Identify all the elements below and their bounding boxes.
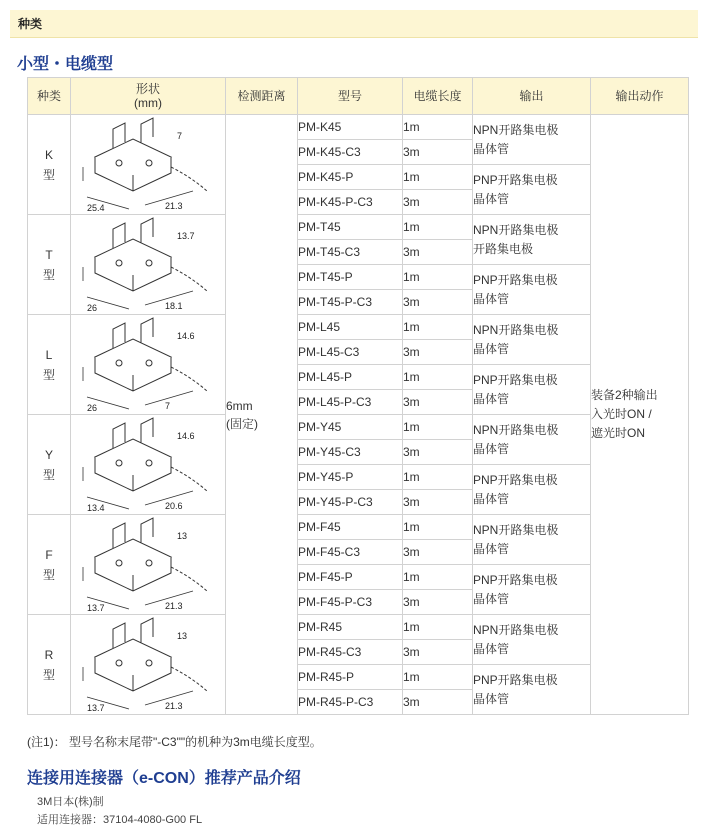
cable-length-cell: 1m xyxy=(403,515,473,540)
model-cell: PM-F45-P xyxy=(298,565,403,590)
model-cell: PM-T45 xyxy=(298,215,403,240)
output-action-cell xyxy=(591,115,689,715)
table-header-row xyxy=(28,78,689,115)
output-line2: 晶体管 xyxy=(473,691,510,706)
table-row xyxy=(28,415,689,440)
distance-value: 6mm xyxy=(226,398,253,413)
output-line2: 晶体管 xyxy=(473,291,510,306)
type-letter: T xyxy=(45,247,53,262)
output-cell xyxy=(473,215,591,265)
model-cell: PM-L45-C3 xyxy=(298,340,403,365)
output-line2: 晶体管 xyxy=(473,141,510,156)
type-suffix: 型 xyxy=(42,367,55,382)
sensor-drawing xyxy=(73,617,223,713)
output-line2: 晶体管 xyxy=(473,491,510,506)
cable-length-cell: 3m xyxy=(403,290,473,315)
section-header: 种类 xyxy=(10,10,698,38)
model-cell: PM-K45-P xyxy=(298,165,403,190)
type-cell xyxy=(28,615,71,715)
cable-length-cell: 1m xyxy=(403,315,473,340)
output-line2: 晶体管 xyxy=(473,641,510,656)
output-line2: 晶体管 xyxy=(473,341,510,356)
output-line1: NPN开路集电极 xyxy=(473,122,559,137)
model-cell: PM-F45-C3 xyxy=(298,540,403,565)
output-line1: NPN开路集电极 xyxy=(473,522,559,537)
cable-length-cell: 1m xyxy=(403,565,473,590)
sensor-drawing xyxy=(73,317,223,413)
output-line2: 晶体管 xyxy=(473,591,510,606)
dim-label-1: 14.6 xyxy=(177,330,195,341)
cable-length-cell: 1m xyxy=(403,365,473,390)
dim-label-3: 7 xyxy=(165,400,171,411)
model-cell: PM-T45-P xyxy=(298,265,403,290)
dim-label-3: 20.6 xyxy=(165,500,183,511)
model-cell: PM-F45 xyxy=(298,515,403,540)
cable-length-cell: 1m xyxy=(403,115,473,140)
type-suffix: 型 xyxy=(42,467,55,482)
output-line1: PNP开路集电极 xyxy=(473,672,558,687)
output-cell xyxy=(473,515,591,565)
output-line1: PNP开路集电极 xyxy=(473,572,558,587)
cable-length-cell: 1m xyxy=(403,215,473,240)
model-cell: PM-R45-P-C3 xyxy=(298,690,403,715)
output-cell xyxy=(473,415,591,465)
model-cell: PM-K45 xyxy=(298,115,403,140)
model-cell: PM-L45-P-C3 xyxy=(298,390,403,415)
table-row xyxy=(28,115,689,140)
dim-label-2: 26 xyxy=(87,302,98,313)
model-cell: PM-R45-C3 xyxy=(298,640,403,665)
shape-cell xyxy=(71,215,226,315)
dim-label-1: 13 xyxy=(177,530,188,541)
model-cell: PM-L45-P xyxy=(298,365,403,390)
shape-cell xyxy=(71,615,226,715)
shape-cell xyxy=(71,115,226,215)
type-cell xyxy=(28,315,71,415)
dim-label-1: 13.7 xyxy=(177,230,195,241)
header-shape-line2: (mm) xyxy=(134,96,162,110)
cable-length-cell: 1m xyxy=(403,415,473,440)
type-cell xyxy=(28,115,71,215)
sensor-drawing xyxy=(73,517,223,613)
action-line3: 遮光时ON xyxy=(591,426,646,440)
cable-length-cell: 1m xyxy=(403,165,473,190)
dim-label-2: 26 xyxy=(87,402,98,413)
shape-cell xyxy=(71,515,226,615)
output-line1: PNP开路集电极 xyxy=(473,372,558,387)
subtitle: 小型・电缆型 xyxy=(17,56,114,73)
output-line1: PNP开路集电极 xyxy=(473,272,558,287)
output-cell xyxy=(473,265,591,315)
output-line1: PNP开路集电极 xyxy=(473,472,558,487)
cable-length-cell: 3m xyxy=(403,390,473,415)
table-row xyxy=(28,515,689,540)
output-cell xyxy=(473,565,591,615)
header-shape xyxy=(71,78,226,115)
model-cell: PM-Y45 xyxy=(298,415,403,440)
model-cell: PM-Y45-P-C3 xyxy=(298,490,403,515)
output-cell xyxy=(473,315,591,365)
dim-label-3: 21.3 xyxy=(165,600,183,611)
dim-label-2: 25.4 xyxy=(87,202,105,213)
output-line2: 晶体管 xyxy=(473,391,510,406)
output-line2: 晶体管 xyxy=(473,441,510,456)
cable-length-cell: 3m xyxy=(403,490,473,515)
dim-label-2: 13.7 xyxy=(87,602,105,613)
shape-cell xyxy=(71,415,226,515)
header-model: 型号 xyxy=(298,78,403,115)
type-cell xyxy=(28,415,71,515)
type-cell xyxy=(28,215,71,315)
output-cell xyxy=(473,665,591,715)
header-kind: 种类 xyxy=(28,78,71,115)
type-letter: L xyxy=(45,347,53,362)
action-line1: 装备2种输出 xyxy=(591,388,658,402)
cable-length-cell: 3m xyxy=(403,190,473,215)
output-line2: 开路集电极 xyxy=(473,241,534,256)
connector-text: 适用连接器：37104-4080-G00 FL xyxy=(37,814,203,826)
model-cell: PM-K45-P-C3 xyxy=(298,190,403,215)
table-row xyxy=(28,315,689,340)
output-cell xyxy=(473,465,591,515)
maker-text: 3M日本(株)制 xyxy=(37,796,104,808)
dim-label-1: 14.6 xyxy=(177,430,195,441)
output-line1: NPN开路集电极 xyxy=(473,322,559,337)
model-cell: PM-R45 xyxy=(298,615,403,640)
output-cell xyxy=(473,365,591,415)
distance-note: (固定) xyxy=(226,416,258,431)
cable-length-cell: 3m xyxy=(403,440,473,465)
model-cell: PM-F45-P-C3 xyxy=(298,590,403,615)
dim-label-2: 13.4 xyxy=(87,502,105,513)
sensor-drawing xyxy=(73,217,223,313)
header-cable: 电缆长度 xyxy=(403,78,473,115)
model-cell: PM-R45-P xyxy=(298,665,403,690)
output-cell xyxy=(473,165,591,215)
output-line1: NPN开路集电极 xyxy=(473,222,559,237)
footnote: (注1)： 型号名称末尾带"-C3""的机种为3m电缆长度型。 xyxy=(27,735,322,749)
model-cell: PM-T45-P-C3 xyxy=(298,290,403,315)
model-cell: PM-T45-C3 xyxy=(298,240,403,265)
header-distance: 检测距离 xyxy=(226,78,298,115)
cable-length-cell: 3m xyxy=(403,690,473,715)
type-letter: Y xyxy=(44,447,53,462)
cable-length-cell: 3m xyxy=(403,240,473,265)
cable-length-cell: 3m xyxy=(403,140,473,165)
type-letter: R xyxy=(44,647,54,662)
shape-cell xyxy=(71,315,226,415)
output-line1: NPN开路集电极 xyxy=(473,422,559,437)
dim-label-1: 13 xyxy=(177,630,188,641)
cable-length-cell: 1m xyxy=(403,615,473,640)
cable-length-cell: 1m xyxy=(403,265,473,290)
type-suffix: 型 xyxy=(42,667,55,682)
output-line1: NPN开路集电极 xyxy=(473,622,559,637)
dim-label-3: 18.1 xyxy=(165,300,183,311)
header-action: 输出动作 xyxy=(591,78,689,115)
cable-length-cell: 1m xyxy=(403,465,473,490)
model-cell: PM-K45-C3 xyxy=(298,140,403,165)
cable-length-cell: 3m xyxy=(403,540,473,565)
type-letter: K xyxy=(44,147,53,162)
type-cell xyxy=(28,515,71,615)
dim-label-3: 21.3 xyxy=(165,700,183,711)
model-cell: PM-Y45-C3 xyxy=(298,440,403,465)
dim-label-3: 21.3 xyxy=(165,200,183,211)
type-suffix: 型 xyxy=(42,167,55,182)
distance-cell xyxy=(226,115,298,715)
spec-table xyxy=(27,77,689,715)
econ-section-title: 连接用连接器（e-CON）推荐产品介绍 xyxy=(27,770,301,787)
cable-length-cell: 3m xyxy=(403,640,473,665)
cable-length-cell: 3m xyxy=(403,340,473,365)
type-suffix: 型 xyxy=(42,567,55,582)
cable-length-cell: 3m xyxy=(403,590,473,615)
table-row xyxy=(28,215,689,240)
output-cell xyxy=(473,615,591,665)
action-line2: 入光时ON / xyxy=(591,407,652,421)
sensor-drawing xyxy=(73,417,223,513)
header-shape-line1: 形状 xyxy=(135,82,160,96)
model-cell: PM-Y45-P xyxy=(298,465,403,490)
dim-label-2: 13.7 xyxy=(87,702,105,713)
header-output: 输出 xyxy=(473,78,591,115)
output-line1: PNP开路集电极 xyxy=(473,172,558,187)
type-letter: F xyxy=(45,547,53,562)
output-cell xyxy=(473,115,591,165)
model-cell: PM-L45 xyxy=(298,315,403,340)
table-row xyxy=(28,615,689,640)
sensor-drawing xyxy=(73,117,223,213)
cable-length-cell: 1m xyxy=(403,665,473,690)
output-line2: 晶体管 xyxy=(473,191,510,206)
output-line2: 晶体管 xyxy=(473,541,510,556)
dim-label-1: 7 xyxy=(177,130,183,141)
type-suffix: 型 xyxy=(42,267,55,282)
